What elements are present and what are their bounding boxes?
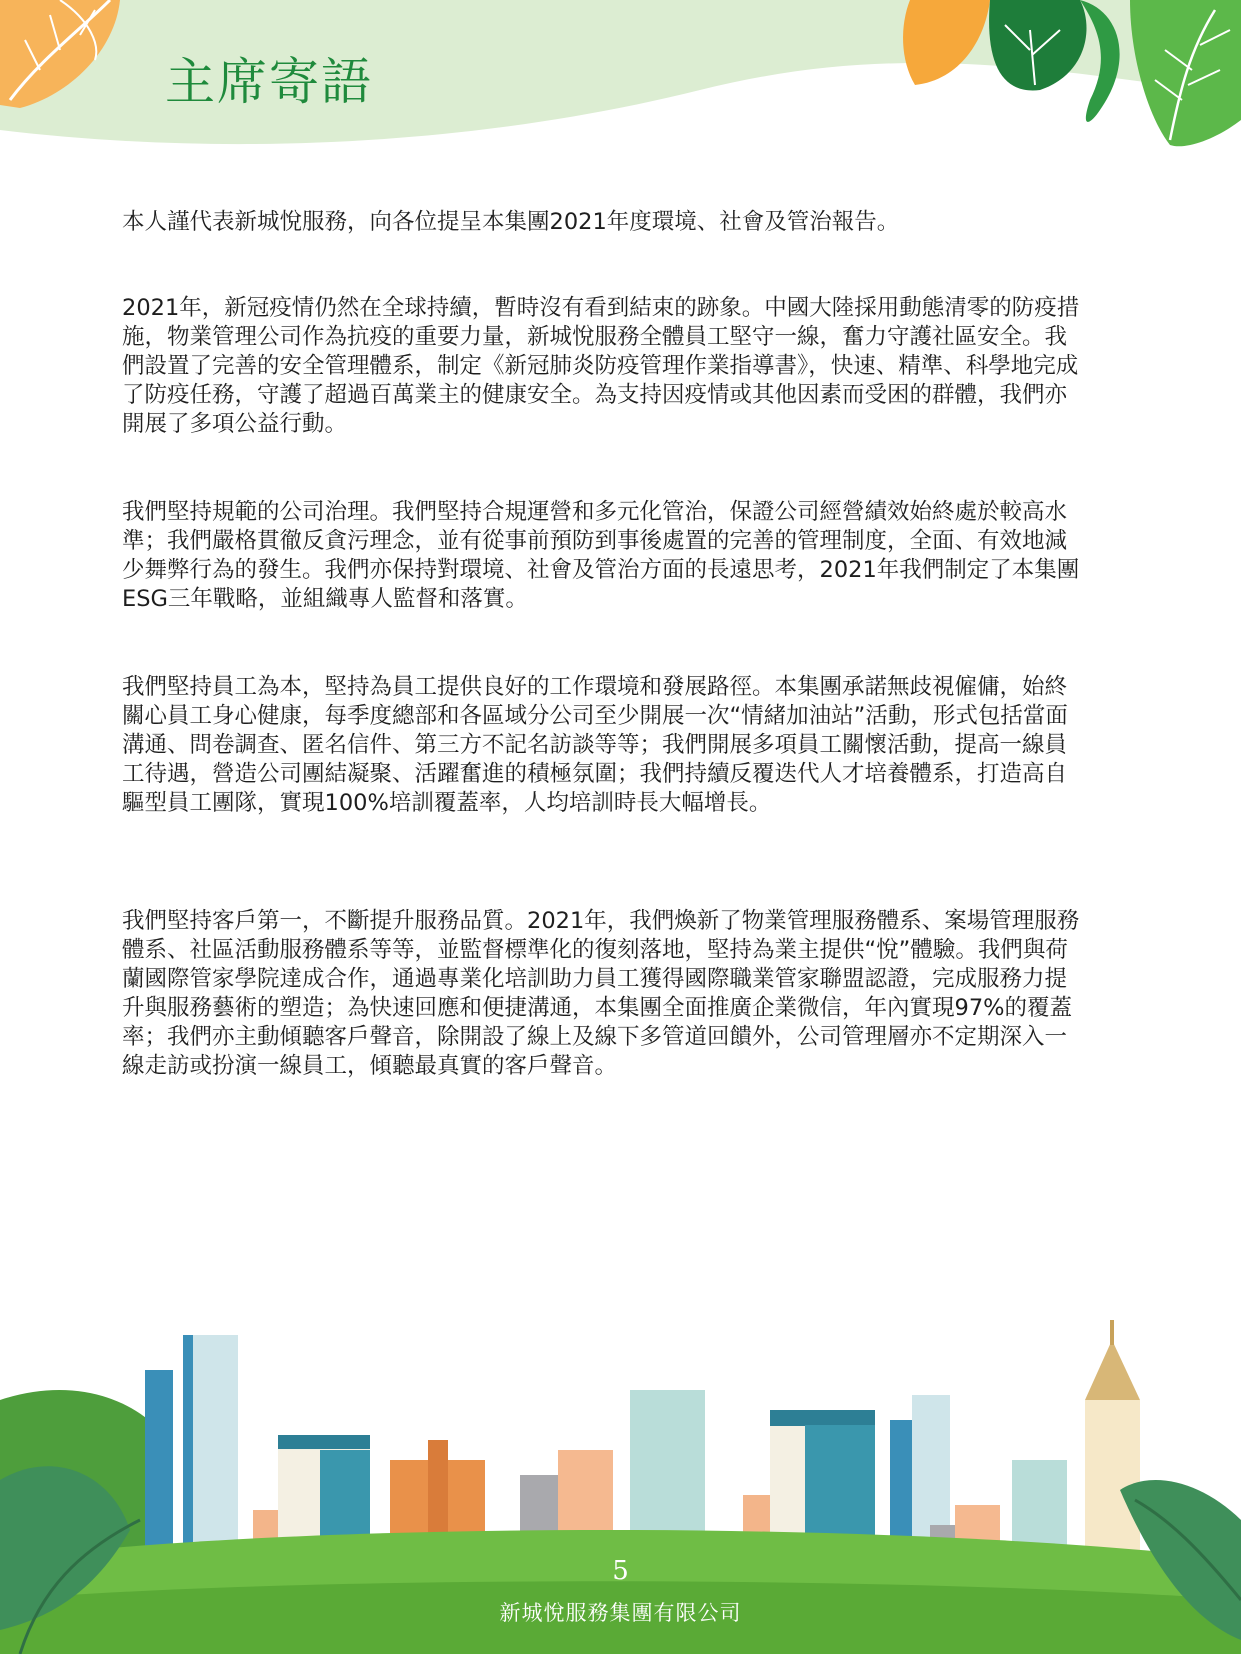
paragraph-intro: 本人謹代表新城悅服務，向各位提呈本集團2021年度環境、社會及管治報告。	[122, 209, 900, 235]
page-title: 主席寄語	[165, 53, 373, 111]
paragraph-employees: 我們堅持員工為本，堅持為員工提供良好的工作環境和發展路徑。本集團承諾無歧視僱傭，始終關心員工身心健康，每季度總部和各區域分公司至少開展一次“情緒加油站”活動，形式包括當面溝通、問卷調查、匿名信件、第三方不記名訪談等等；我們開展多項員工關懷活動，提高一線員工待遇，營造公司團結凝聚、活躍奮進的積極氛圍；我們持續反覆迭代人才培養體系，打造高自驅型員工團隊，實現100%培訓覆蓋率，人均培訓時長大幅增長。	[122, 674, 1068, 816]
leaf-decoration-right	[903, 0, 1241, 146]
paragraph-customers: 我們堅持客戶第一，不斷提升服務品質。2021年，我們煥新了物業管理服務體系、案場管理服務體系、社區活動服務體系等等，並監督標準化的復刻落地，堅持為業主提供“悅”體驗。我們與荷蘭國際管家學院達成合作，通過專業化培訓助力員工獲得國際職業管家聯盟認證，完成服務力提升與服務藝術的塑造；為快速回應和便捷溝通，本集團全面推廣企業微信，年內實現97%的覆蓋率；我們亦主動傾聽客戶聲音，除開設了線上及線下多管道回饋外，公司管理層亦不定期深入一線走訪或扮演一線員工，傾聽最真實的客戶聲音。	[122, 908, 1080, 1079]
page-number: 5	[612, 1556, 629, 1586]
company-name: 新城悅服務集團有限公司	[499, 1601, 742, 1625]
building-group	[145, 1320, 1140, 1560]
paragraph-governance: 我們堅持規範的公司治理。我們堅持合規運營和多元化管治，保證公司經營績效始終處於較高水準；我們嚴格貫徹反貪污理念，並有從事前預防到事後處置的完善的管理制度，全面、有效地減少舞弊行為的發生。我們亦保持對環境、社會及管治方面的長遠思考，2021年我們制定了本集團ESG三年戰略，並組織專人監督和落實。	[122, 499, 1080, 612]
paragraph-pandemic: 2021年，新冠疫情仍然在全球持續，暫時沒有看到結束的跡象。中國大陸採用動態清零的防疫措施，物業管理公司作為抗疫的重要力量，新城悅服務全體員工堅守一線，奮力守護社區安全。我們設置了完善的安全管理體系，制定《新冠肺炎防疫管理作業指導書》，快速、精準、科學地完成了防疫任務，守護了超過百萬業主的健康安全。為支持因疫情或其他因素而受困的群體，我們亦開展了多項公益行動。	[122, 295, 1080, 437]
